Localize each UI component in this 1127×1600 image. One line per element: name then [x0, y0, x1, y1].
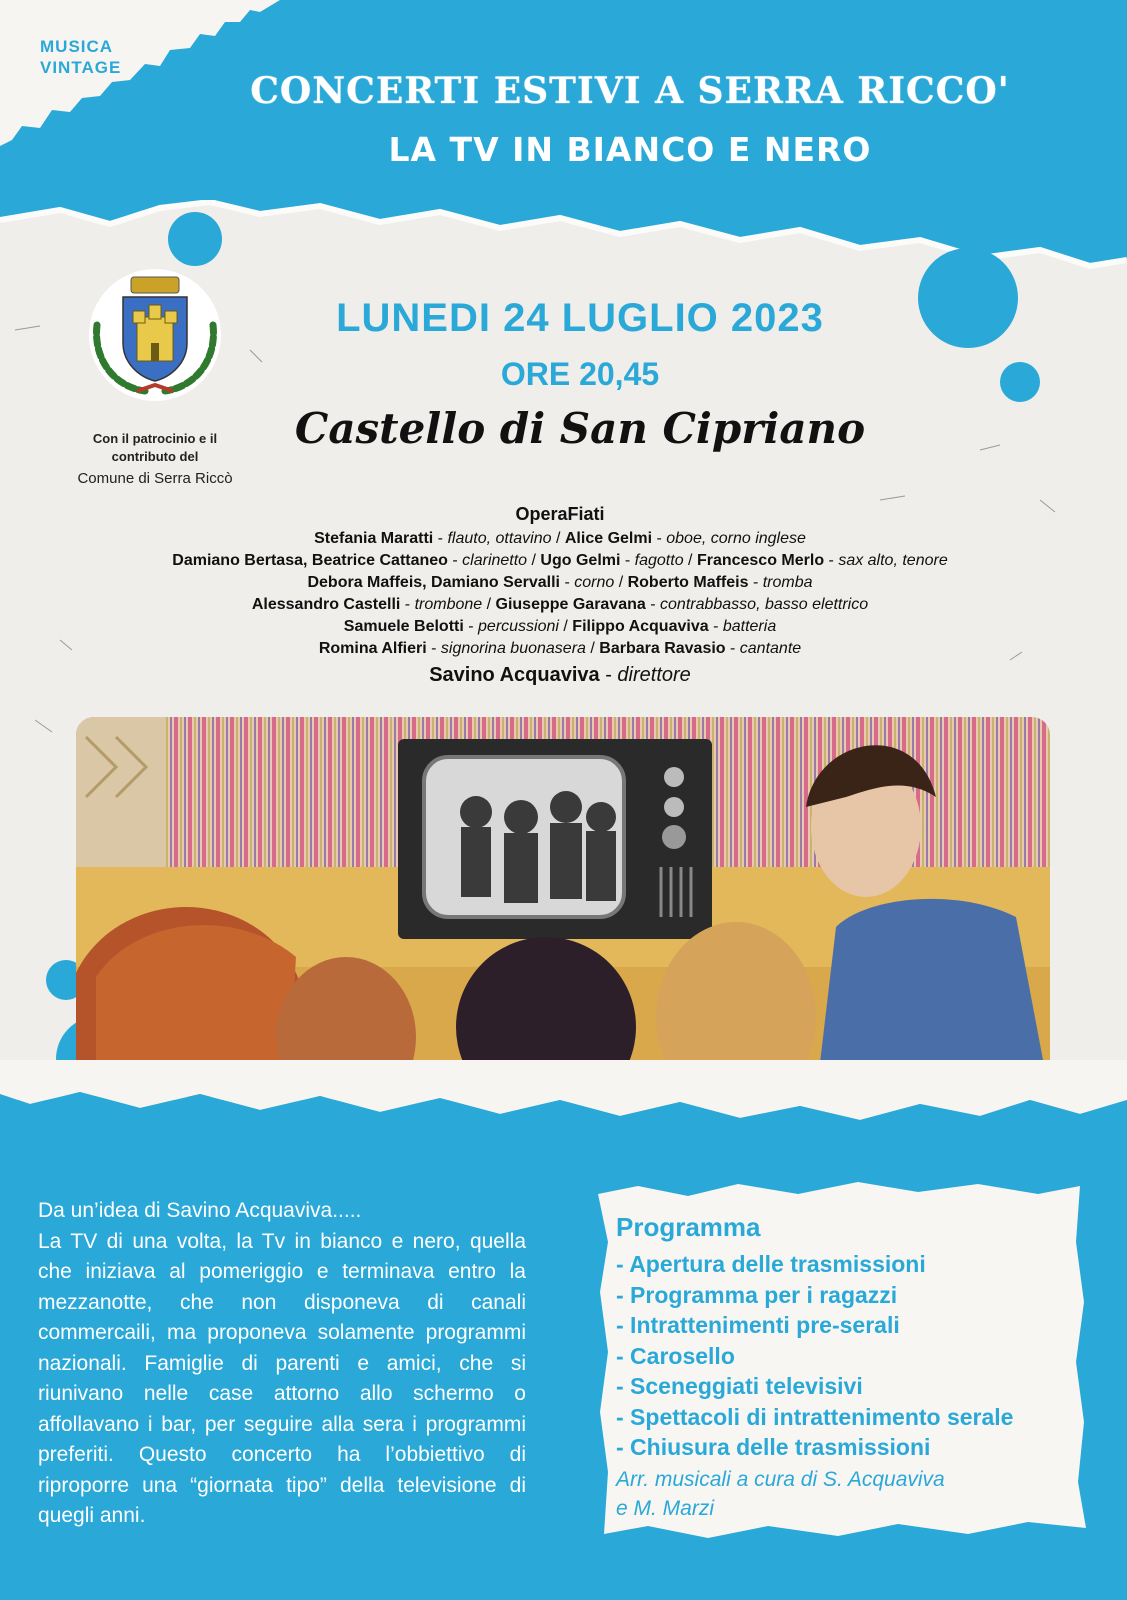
- event-date: LUNEDI 24 LUGLIO 2023: [336, 296, 824, 340]
- decor-bubble: [168, 212, 222, 266]
- event-venue: Castello di San Cipriano: [294, 404, 866, 453]
- program-credit-line1: Arr. musicali a cura di S. Acquaviva: [616, 1467, 945, 1491]
- separator: -: [708, 618, 723, 635]
- ensemble-line: [60, 528, 1060, 550]
- separator: -: [748, 574, 763, 591]
- separator: /: [527, 552, 541, 569]
- musician-name: Alessandro Castelli: [251, 596, 401, 613]
- separator: -: [824, 552, 839, 569]
- director-name: Savino Acquaviva: [429, 664, 600, 686]
- director-line: [60, 660, 1060, 690]
- musician-instrument: contrabbasso, basso elettrico: [660, 596, 869, 613]
- musician-name: Stefania Maratti: [314, 530, 434, 547]
- separator: -: [463, 618, 479, 635]
- program-item: - Apertura delle trasmissioni: [616, 1251, 926, 1277]
- musician-instrument: clarinetto: [462, 552, 528, 569]
- program-credit: [616, 1465, 1086, 1523]
- musician-instrument: trombone: [414, 596, 483, 613]
- musician-instrument: tromba: [762, 574, 813, 591]
- separator: -: [400, 596, 415, 613]
- patronage-line2: contributo del: [111, 449, 199, 464]
- separator: -: [725, 640, 740, 657]
- musician-name: Romina Alfieri: [318, 640, 427, 657]
- program-credit-line2: e M. Marzi: [616, 1496, 715, 1520]
- separator: -: [560, 574, 575, 591]
- director-role: direttore: [617, 664, 691, 686]
- patronage-comune: Comune di Serra Riccò: [77, 470, 233, 487]
- bottom-torn-edge: [0, 1060, 1127, 1180]
- separator: -: [433, 530, 448, 547]
- ensemble-credits: [60, 504, 1060, 690]
- ensemble-line: [60, 550, 1060, 572]
- decor-bubble: [918, 248, 1018, 348]
- ensemble-line: [60, 638, 1060, 660]
- separator: /: [585, 640, 600, 657]
- event-description: [38, 1196, 526, 1532]
- event-time: ORE 20,45: [500, 356, 660, 392]
- program-item: - Intrattenimenti pre-serali: [616, 1312, 900, 1338]
- municipal-crest: [75, 265, 235, 405]
- musician-name: Barbara Ravasio: [599, 640, 726, 657]
- separator: -: [447, 552, 463, 569]
- musician-name: Francesco Merlo: [696, 552, 825, 569]
- director-sep: -: [599, 664, 618, 686]
- program-item: - Programma per i ragazzi: [616, 1281, 898, 1308]
- ensemble-line: [60, 594, 1060, 616]
- musician-name: Filippo Acquaviva: [572, 618, 709, 635]
- separator: -: [652, 530, 667, 547]
- poster-subtitle: LA TV IN BIANCO E NERO: [388, 130, 872, 169]
- musician-instrument: fagotto: [634, 552, 684, 569]
- musician-name: Roberto Maffeis: [627, 574, 749, 591]
- musician-instrument: signorina buonasera: [440, 640, 586, 657]
- musician-name: Ugo Gelmi: [540, 552, 621, 569]
- program-card: [598, 1182, 1090, 1542]
- separator: /: [482, 596, 496, 613]
- vintage-tv-illustration: [76, 717, 1050, 1097]
- musician-instrument: batteria: [722, 618, 777, 635]
- musician-instrument: percussioni: [478, 618, 559, 635]
- program-item: - Carosello: [616, 1342, 735, 1369]
- program-item: - Chiusura delle trasmissioni: [616, 1434, 931, 1460]
- corner-label-line2: VINTAGE: [40, 58, 122, 77]
- separator: /: [558, 618, 573, 635]
- ensemble-name: OperaFiati: [515, 504, 605, 524]
- musician-name: Samuele Belotti: [343, 618, 464, 635]
- separator: /: [683, 552, 697, 569]
- corner-label-line1: MUSICA: [40, 37, 114, 56]
- separator: /: [614, 574, 628, 591]
- separator: -: [426, 640, 441, 657]
- program-content: [616, 1212, 1086, 1523]
- musician-instrument: flauto, ottavino: [447, 530, 552, 547]
- program-item: - Spettacoli di intrattenimento serale: [616, 1403, 1014, 1430]
- musician-instrument: sax alto, tenore: [838, 552, 948, 569]
- program-title: Programma: [616, 1212, 761, 1242]
- poster-title: CONCERTI ESTIVI A SERRA RICCO': [250, 70, 1010, 112]
- patronage-note: [60, 430, 250, 488]
- musician-name: Debora Maffeis, Damiano Servalli: [307, 574, 560, 591]
- description-intro: Da un’idea di Savino Acquaviva.....: [38, 1199, 362, 1222]
- musician-name: Giuseppe Garavana: [495, 596, 646, 613]
- program-item: - Sceneggiati televisivi: [616, 1373, 863, 1399]
- musician-instrument: cantante: [739, 640, 802, 657]
- musician-name: Damiano Bertasa, Beatrice Cattaneo: [172, 552, 448, 569]
- decor-bubble: [1000, 362, 1040, 402]
- ensemble-line: [60, 616, 1060, 638]
- program-list: [616, 1249, 1086, 1463]
- description-body: La TV di una volta, la Tv in bianco e nero, quella che iniziava al pomeriggio e terminava entro la mezzanotte, che non disponeva di canali commercaili, ma proponeva solamente programmi nazionali. Famiglie di parenti e amici, che si riunivano nelle case attorno allo schermo o affollavano i bar, per seguire alla sera i programmi preferiti. Questo concerto ha l’obbiettivo di riproporre una “giornata tipo” della televisione di quegli anni.: [38, 1229, 526, 1527]
- musician-instrument: oboe, corno inglese: [666, 530, 806, 547]
- patronage-line1: Con il patrocinio e il: [92, 431, 218, 446]
- separator: -: [620, 552, 635, 569]
- ensemble-line: [60, 572, 1060, 594]
- musician-name: Alice Gelmi: [564, 530, 653, 547]
- musician-instrument: corno: [574, 574, 615, 591]
- ensemble-lines: [60, 528, 1060, 660]
- separator: /: [551, 530, 565, 547]
- corner-label: [40, 36, 121, 78]
- separator: -: [645, 596, 661, 613]
